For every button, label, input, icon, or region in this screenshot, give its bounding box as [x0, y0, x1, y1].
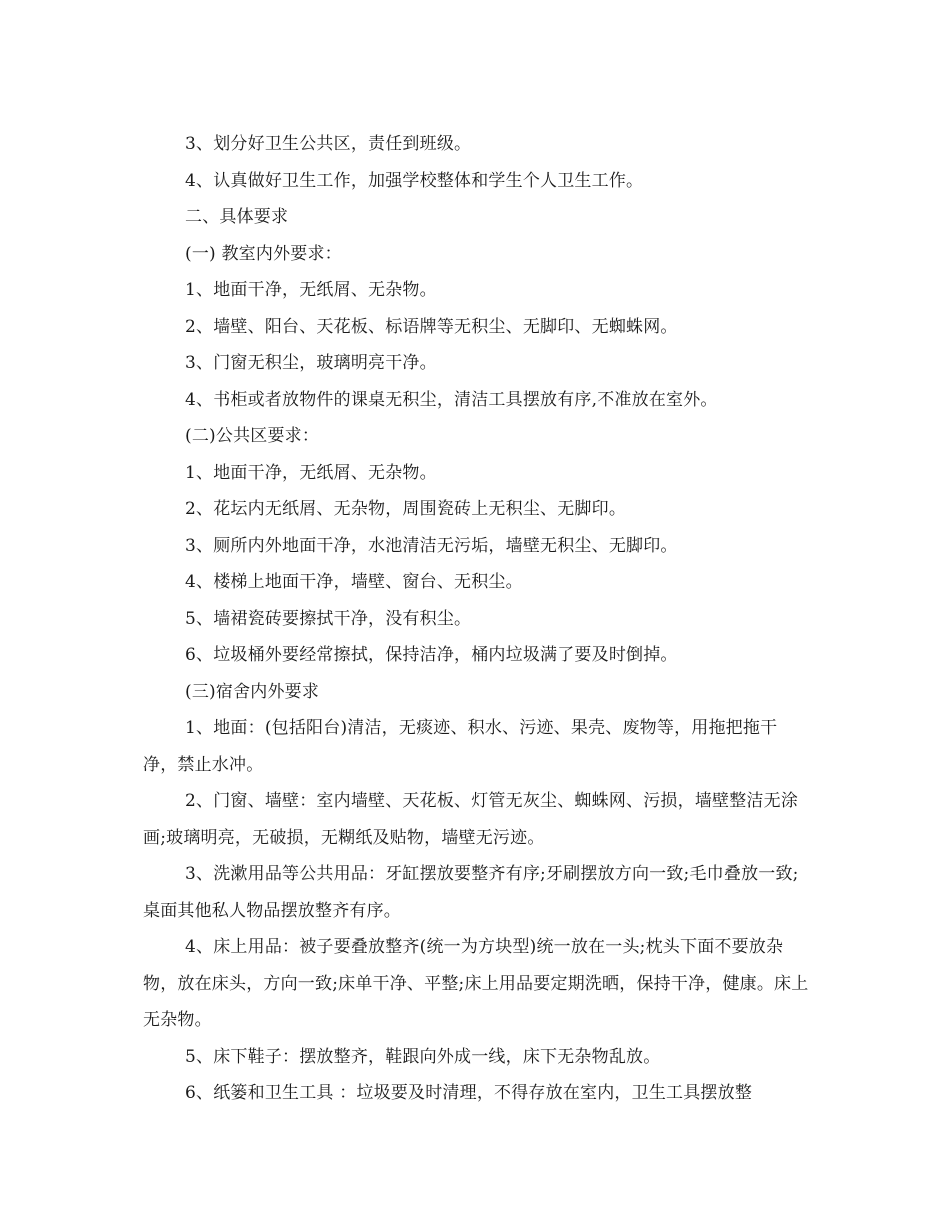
document-body — [143, 126, 811, 1112]
paragraph-18: 2、门窗、墙壁：室内墙壁、天花板、灯管无灰尘、蜘蛛网、污损，墙壁整洁无涂画;玻璃明亮，无破损，无糊纸及贴物，墙壁无污迹。 — [143, 791, 799, 848]
paragraph-10: 1、地面干净，无纸屑、无杂物。 — [185, 462, 437, 483]
paragraph-13: 4、楼梯上地面干净，墙壁、窗台、无积尘。 — [185, 572, 523, 592]
section-heading-requirements: 二、具体要求 — [185, 207, 289, 227]
paragraph-11: 2、花坛内无纸屑、无杂物，周围瓷砖上无积尘、无脚印。 — [185, 499, 627, 519]
paragraph-14: 5、墙裙瓷砖要擦拭干净，没有积尘。 — [185, 608, 472, 629]
paragraph-20: 4、床上用品：被子要叠放整齐(统一为方块型)统一放在一头;枕头下面不要放杂物，放在床头，方向一致;床单干净、平整;床上用品要定期洗晒，保持干净，健康。床上无杂物。 — [143, 937, 809, 1030]
paragraph-5: 1、地面干净，无纸屑、无杂物。 — [185, 280, 437, 300]
subsection-heading-public-area: (二)公共区要求： — [185, 426, 320, 446]
paragraph-21: 5、床下鞋子：摆放整齐，鞋跟向外成一线，床下无杂物乱放。 — [185, 1046, 661, 1067]
paragraph-1: 3、划分好卫生公共区，责任到班级。 — [185, 134, 472, 154]
paragraph-17: 1、地面：(包括阳台)清洁，无痰迹、积水、污迹、果壳、废物等，用拖把拖干净，禁止水冲。 — [143, 718, 778, 775]
paragraph-22: 6、纸篓和卫生工具 ：垃圾要及时清理，不得存放在室内，卫生工具摆放整 — [185, 1083, 753, 1103]
paragraph-15: 6、垃圾桶外要经常擦拭，保持洁净，桶内垃圾满了要及时倒掉。 — [185, 645, 678, 665]
paragraph-6: 2、墙壁、阳台、天花板、标语牌等无积尘、无脚印、无蜘蛛网。 — [185, 316, 678, 337]
paragraph-8: 4、书柜或者放物件的课桌无积尘，清洁工具摆放有序,不准放在室外。 — [185, 389, 718, 410]
paragraph-19: 3、洗漱用品等公共用品：牙缸摆放要整齐有序;牙刷摆放方向一致;毛巾叠放一致;桌面其他私人物品摆放整齐有序。 — [143, 864, 799, 921]
subsection-heading-classroom: (一) 教室内外要求： — [185, 243, 342, 264]
paragraph-12: 3、厕所内外地面干净，水池清洁无污垢，墙壁无积尘、无脚印。 — [185, 535, 678, 556]
paragraph-7: 3、门窗无积尘，玻璃明亮干净。 — [185, 353, 437, 373]
paragraph-2: 4、认真做好卫生工作，加强学校整体和学生个人卫生工作。 — [185, 170, 644, 191]
subsection-heading-dormitory: (三)宿舍内外要求 — [185, 681, 320, 702]
